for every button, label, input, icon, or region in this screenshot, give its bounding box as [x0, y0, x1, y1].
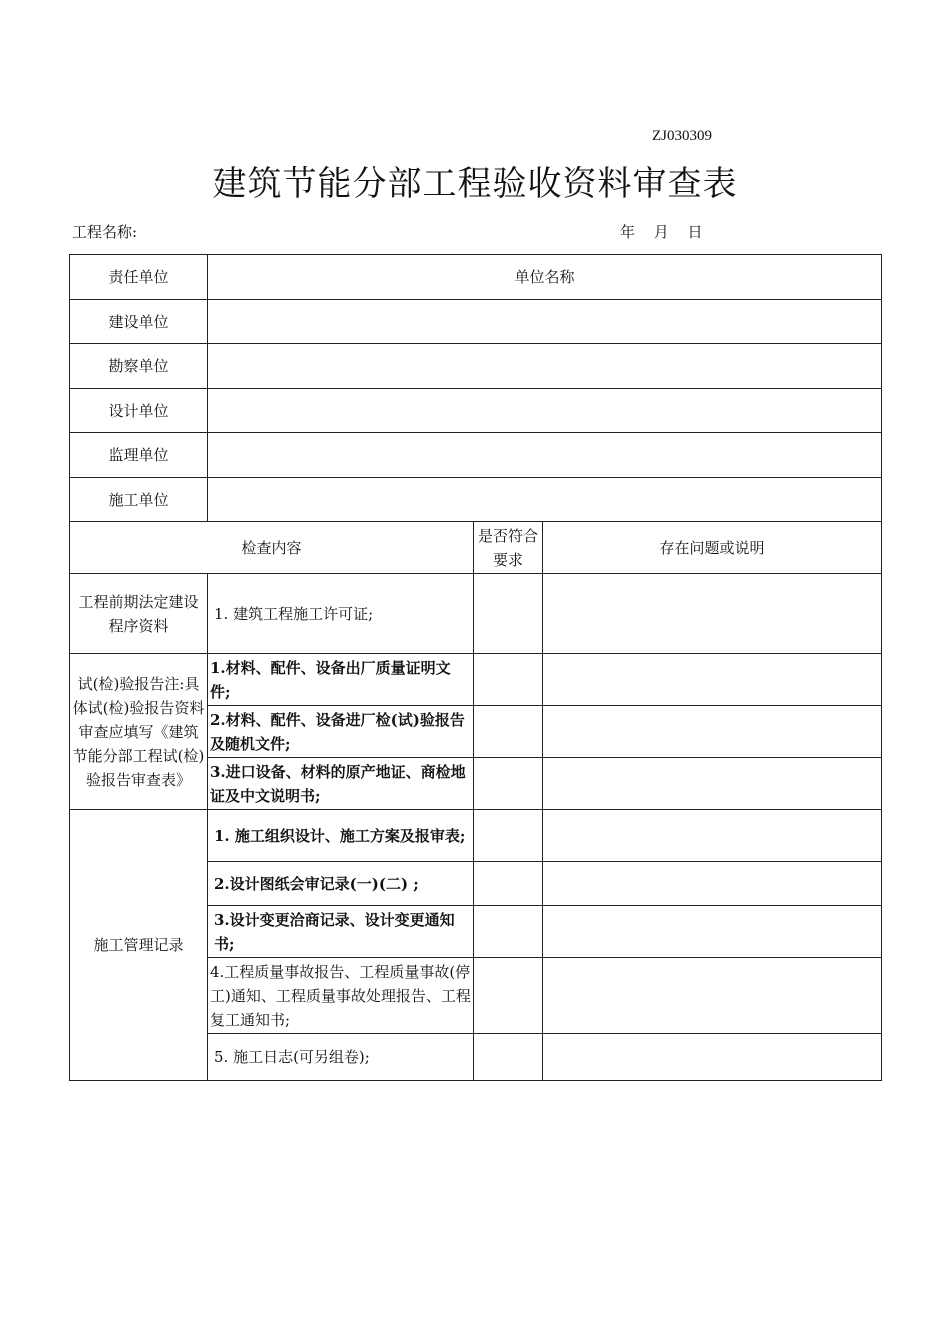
issues-cell[interactable] — [543, 574, 882, 654]
issues-cell[interactable] — [543, 906, 882, 958]
conformity-cell[interactable] — [474, 574, 543, 654]
conformity-cell[interactable] — [474, 862, 543, 906]
check-item: 3.进口设备、材料的原产地证、商检地证及中文说明书; — [208, 758, 474, 810]
conformity-header: 是否符合要求 — [474, 522, 543, 574]
issues-cell[interactable] — [543, 1034, 882, 1081]
issues-cell[interactable] — [543, 654, 882, 706]
unit-name-cell[interactable] — [208, 433, 882, 478]
check-item: 1. 建筑工程施工许可证; — [208, 574, 474, 654]
check-item: 2.材料、配件、设备进厂检(试)验报告及随机文件; — [208, 706, 474, 758]
check-item: 1. 施工组织设计、施工方案及报审表; — [208, 810, 474, 862]
form-code: ZJ030309 — [652, 128, 712, 144]
unit-name-cell[interactable] — [208, 389, 882, 433]
review-table — [69, 254, 882, 1081]
unit-name-cell[interactable] — [208, 300, 882, 344]
issues-header: 存在问题或说明 — [543, 522, 882, 574]
check-item: 4.工程质量事故报告、工程质量事故(停工)通知、工程质量事故处理报告、工程复工通知书; — [208, 958, 474, 1034]
unit-name-cell[interactable] — [208, 478, 882, 522]
conformity-cell[interactable] — [474, 1034, 543, 1081]
conformity-cell[interactable] — [474, 654, 543, 706]
unit-name-cell[interactable] — [208, 344, 882, 389]
page-title: 建筑节能分部工程验收资料审查表 — [212, 164, 738, 204]
group-label-pre: 工程前期法定建设程序资料 — [70, 574, 208, 654]
date-label: 年 月 日 — [620, 223, 703, 241]
group-label-mgmt: 施工管理记录 — [70, 810, 208, 1081]
unit-row-label: 勘察单位 — [70, 344, 208, 389]
project-name-label: 工程名称: — [72, 223, 138, 241]
unit-row-label: 施工单位 — [70, 478, 208, 522]
group-label-test: 试(检)验报告注:具体试(检)验报告资料审查应填写《建筑节能分部工程试(检)验报告审查表》 — [70, 654, 208, 810]
check-item: 5. 施工日志(可另组卷); — [208, 1034, 474, 1081]
check-item: 1.材料、配件、设备出厂质量证明文件; — [208, 654, 474, 706]
issues-cell[interactable] — [543, 862, 882, 906]
issues-cell[interactable] — [543, 958, 882, 1034]
conformity-cell[interactable] — [474, 906, 543, 958]
unit-row-label: 监理单位 — [70, 433, 208, 478]
check-item: 2.设计图纸会审记录(一)(二) ; — [208, 862, 474, 906]
issues-cell[interactable] — [543, 758, 882, 810]
issues-cell[interactable] — [543, 810, 882, 862]
check-content-header: 检查内容 — [70, 522, 474, 574]
unit-row-label: 设计单位 — [70, 389, 208, 433]
unit-row-label: 建设单位 — [70, 300, 208, 344]
unit-name-header: 单位名称 — [208, 255, 882, 300]
check-item: 3.设计变更洽商记录、设计变更通知书; — [208, 906, 474, 958]
conformity-cell[interactable] — [474, 758, 543, 810]
issues-cell[interactable] — [543, 706, 882, 758]
conformity-cell[interactable] — [474, 958, 543, 1034]
conformity-cell[interactable] — [474, 706, 543, 758]
responsible-unit-header: 责任单位 — [70, 255, 208, 300]
conformity-cell[interactable] — [474, 810, 543, 862]
